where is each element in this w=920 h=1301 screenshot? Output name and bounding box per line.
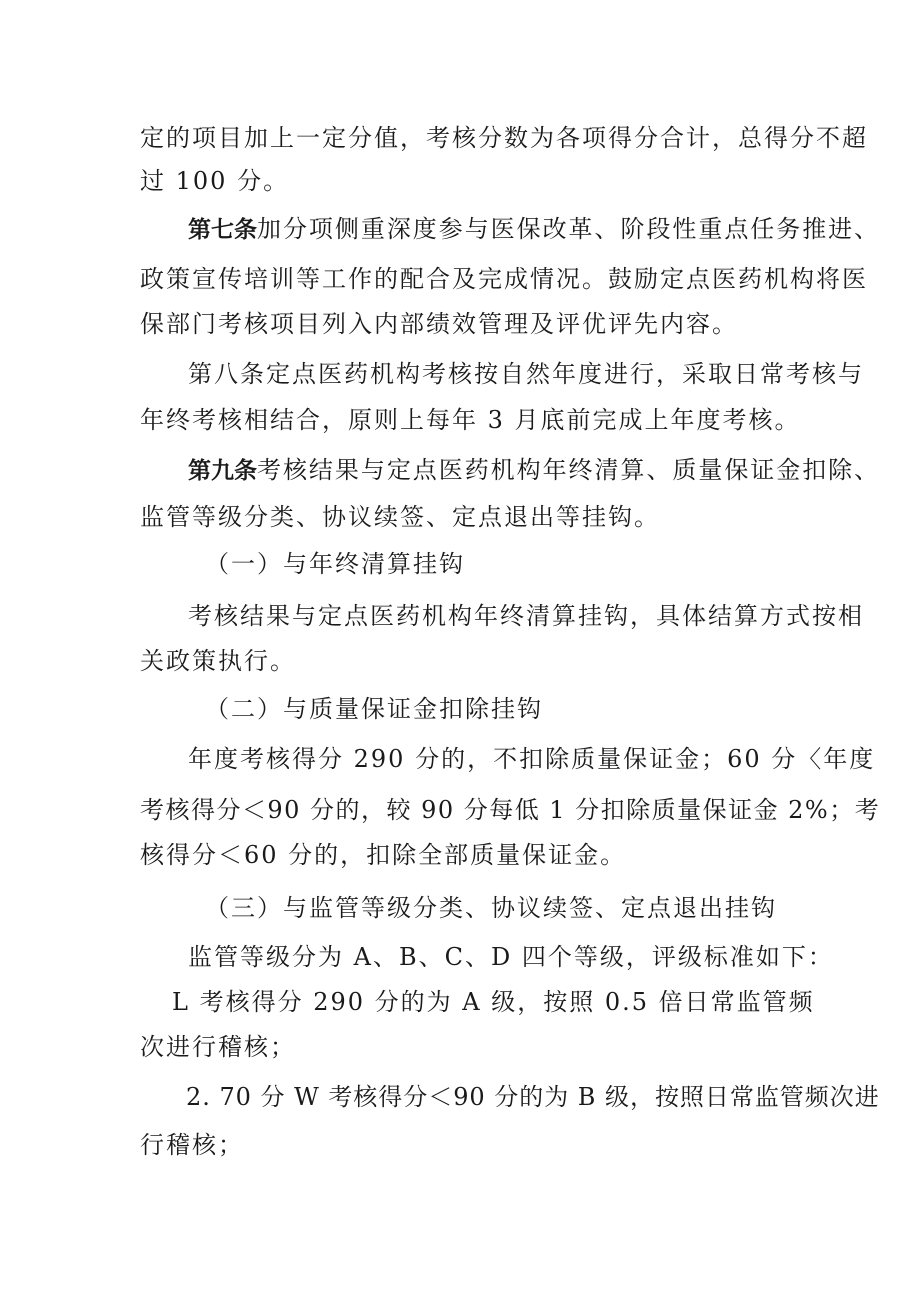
list-item-line: L 考核得分 290 分的为 A 级，按照 0.5 倍日常监管频 (172, 988, 815, 1016)
article-7-first-line (188, 214, 880, 245)
paragraph-line: 监管等级分为 A、B、C、D 四个等级，评级标准如下： (188, 943, 834, 971)
paragraph-line: 政策宣传培训等工作的配合及完成情况。鼓励定点医药机构将医 (140, 265, 868, 293)
paragraph-text: 考核结果与定点医药机构年终清算、质量保证金扣除、 (257, 456, 881, 484)
paragraph-line: 考核结果与定点医药机构年终清算挂钩，具体结算方式按相 (188, 602, 864, 630)
list-item-line: 行稽核； (140, 1131, 244, 1159)
paragraph-line: 关政策执行。 (140, 647, 296, 675)
paragraph-line: 核得分＜60 分的，扣除全部质量保证金。 (140, 841, 627, 869)
paragraph-line: 保部门考核项目列入内部绩效管理及评优评先内容。 (140, 310, 738, 338)
paragraph-line: 年终考核相结合，原则上每年 3 月底前完成上年度考核。 (140, 406, 801, 434)
section-title: （三）与监管等级分类、协议续签、定点退出挂钩 (205, 894, 777, 922)
article-9-first-line (188, 455, 880, 486)
section-title: （一）与年终清算挂钩 (205, 550, 465, 578)
list-item-line: 2. 70 分 W 考核得分＜90 分的为 B 级，按照日常监管频次进 (186, 1083, 880, 1111)
paragraph-text: 加分项侧重深度参与医保改革、阶段性重点任务推进、 (257, 215, 881, 243)
paragraph-line: 过 100 分。 (140, 167, 290, 195)
article-heading: 第七条 (188, 217, 257, 243)
paragraph-line: 考核得分＜90 分的，较 90 分每低 1 分扣除质量保证金 2%；考 (140, 796, 881, 824)
article-heading: 第九条 (188, 458, 257, 484)
list-item-line: 次进行稽核； (140, 1033, 296, 1061)
paragraph-line: 监管等级分类、协议续签、定点退出等挂钩。 (140, 503, 660, 531)
paragraph-line: 定的项目加上一定分值，考核分数为各项得分合计，总得分不超 (140, 124, 868, 152)
paragraph-line: 年度考核得分 290 分的，不扣除质量保证金；60 分〈年度 (188, 745, 876, 773)
section-title: （二）与质量保证金扣除挂钩 (205, 695, 543, 723)
paragraph-line: 第八条定点医药机构考核按自然年度进行，采取日常考核与 (188, 360, 864, 388)
